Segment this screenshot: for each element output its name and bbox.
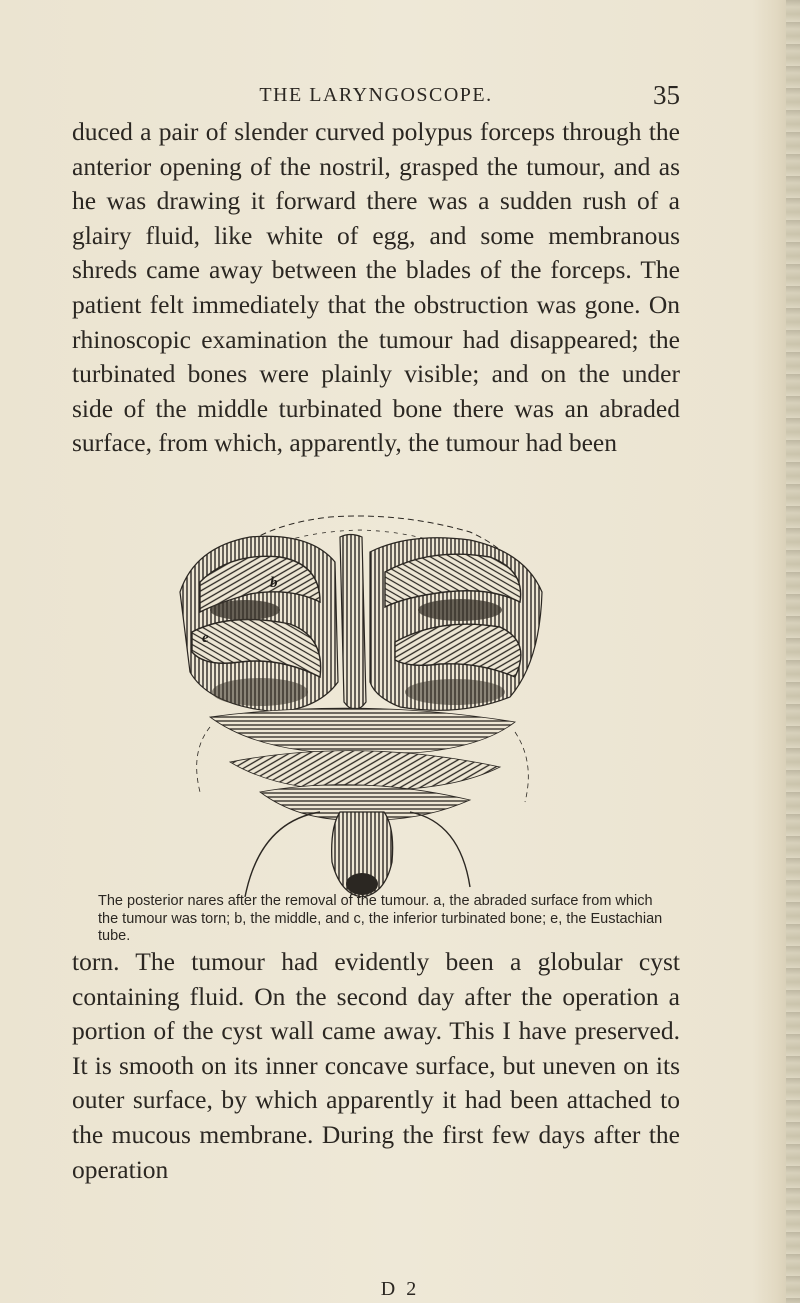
caption-text: a, the abraded surface from which the tumour was torn; b, the middle, and c, the inferior turbinated bone; e, the Eustachian tube. — [98, 893, 663, 944]
body-paragraph-top: duced a pair of slender curved polypus forceps through the anterior opening of the nostril, grasped the tumour, and as he was drawing it forward there was a sudden rush of a glairy fluid, like white of egg, and some membranous shreds came away between the blades of the forceps. The patient felt immediately that the obstruction was gone. On rhinoscopic examination the tumour had disappeared; the turbinated bones were plainly visible; and on the under side of the middle turbinated bone there was an abraded surface, from which, apparently, the tumour had been — [72, 117, 680, 458]
figure-caption — [98, 893, 668, 946]
figure-label-b: b — [270, 575, 278, 591]
figure-illustration — [170, 492, 560, 897]
engraving-posterior-nares — [170, 492, 560, 897]
page-number: 35 — [653, 80, 680, 110]
figure-label-e: e — [202, 630, 209, 646]
caption-lead: The posterior nares after the removal of the tumour. — [98, 893, 430, 909]
page-edge-shadow — [786, 0, 800, 1303]
running-head: THE LARYNGOSCOPE. — [259, 84, 493, 106]
page-header — [72, 80, 680, 114]
body-paragraph-bottom: torn. The tumour had evidently been a globular cyst containing fluid. On the second day after the operation a portion of the cyst wall came away. This I have preserved. It is smooth on its inner concave surface, but uneven on its outer surface, by which apparently it had been attached to the mucous membrane. During the first few days after the operation — [72, 947, 680, 1184]
signature-mark: D 2 — [380, 1278, 420, 1300]
